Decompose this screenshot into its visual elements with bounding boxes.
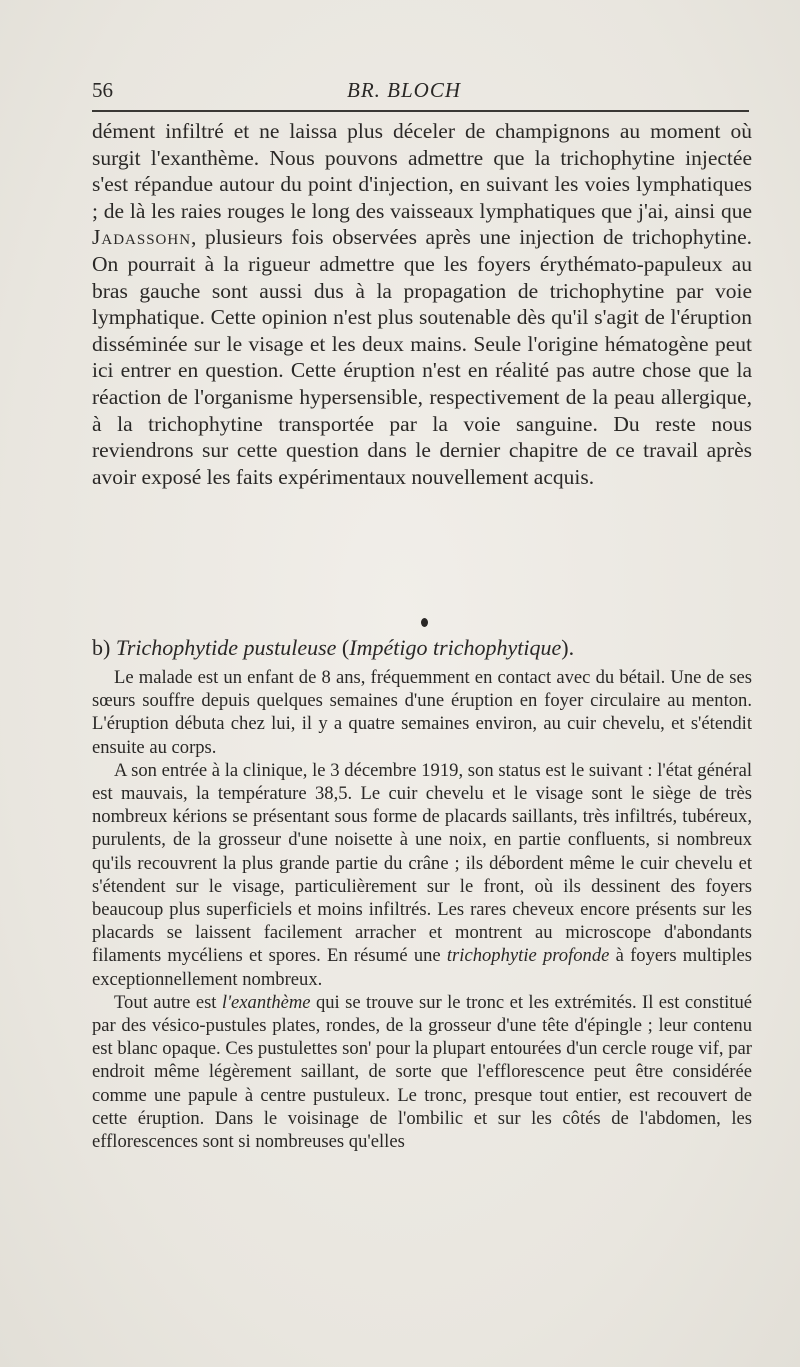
case-paragraph-2 <box>92 759 752 991</box>
case-paragraph-3 <box>92 991 752 1153</box>
case-p3-italic: l'exanthème <box>221 991 311 1013</box>
intro-paragraph <box>92 118 752 490</box>
page-number: 56 <box>92 78 113 102</box>
case-p3-text-1: Tout autre est <box>114 991 222 1013</box>
section-heading: b) Trichophytide pustuleuse (Impétigo trichophytique). <box>92 635 575 660</box>
section-bullet <box>421 618 428 627</box>
author-name-jadassohn: Jadassohn <box>92 225 192 250</box>
section-heading-end: . <box>568 635 575 660</box>
section-title: Trichophytide pustuleuse <box>115 635 337 660</box>
section-subtitle: Impétigo trichophytique <box>349 635 562 660</box>
intro-text-part2: , plusieurs fois observées après une injection de trichophytine. On pourrait à la rigueur admettre que les foyers érythémato-papuleux au bras gauche sont aussi dus à la propagation de trichophytine par voie lymphatique. Cette opinion n'est plus soutenable dès qu'il s'agit de l'éruption disséminée sur le visage et les deux mains. Seule l'origine hématogène peut ici entrer en question. Cette éruption n'est en réalité pas autre chose que la réaction de l'organisme hypersensible, respectivement de la peau allergique, à la trichophytine transportée par la voie sanguine. Du reste nous reviendrons sur cette question dans le dernier chapitre de ce travail après avoir exposé les faits expérimentaux nouvellement acquis. <box>92 225 752 489</box>
running-head <box>92 78 750 104</box>
running-title: BR. BLOCH <box>347 78 461 102</box>
header-rule <box>92 110 749 112</box>
case-paragraph-1: Le malade est un enfant de 8 ans, fréquemment en contact avec du bétail. Une de ses sœurs souffre depuis quelques semaines d'une éruption en foyer circulaire au menton. L'éruption débuta chez lui, il y a quatre semaines environ, au cuir chevelu, et s'étendit ensuite au corps. <box>92 667 752 758</box>
case-p2-italic: trichophytie profonde <box>446 945 610 967</box>
case-p2-text-1: A son entrée à la clinique, le 3 décembre 1919, son status est le suivant : l'état général est mauvais, la température 38,5. Le cuir chevelu et le visage sont le siège de très nombreux kérions se présentant sous forme de placards saillants, très infiltrés, tubéreux, purulents, de la grosseur d'une noisette à une noix, en partie confluents, si nombreux qu'ils recouvrent la plus grande partie du crâne ; ils débordent même le cuir chevelu et s'étendent sur le visage, particulièrement sur le front, où ils dessinent des foyers beaucoup plus superficiels et moins infiltrés. Les rares cheveux encore présents sur les placards se laissent facilement arracher et montrent au microscope d'abondants filaments mycéliens et spores. En résumé une <box>92 759 752 967</box>
case-p3-text-2: qui se trouve sur le tronc et les extrémités. Il est constitué par des vésico-pustules plates, rondes, de la grosseur d'une tête d'épingle ; leur contenu est blanc opaque. Ces pustulettes son' pour la plupart entourées d'un cercle rouge vif, par endroit même légèrement saillant, de sorte que l'efflorescence peut être considérée comme une papule à centre pustuleux. Le tronc, presque tout entier, est recouvert de cette éruption. Dans le voisinage de l'ombilic et sur les côtés de l'abdomen, les efflorescences sont si nombreuses qu'elles <box>92 991 752 1153</box>
section-label: b) <box>92 635 111 660</box>
case-description <box>92 666 752 1153</box>
intro-text-part1: dément infiltré et ne laissa plus déceler de champignons au moment où surgit l'exanthème. Nous pouvons admettre que la trichophytine injectée s'est répandue autour du point d'injection, en suivant les voies lymphatiques ; de là les raies rouges le long des vaisseaux lymphatiques que j'ai, ainsi que <box>92 119 752 223</box>
case-p2-text-2: à foyers multiples exceptionnellement nombreux. <box>92 945 752 990</box>
